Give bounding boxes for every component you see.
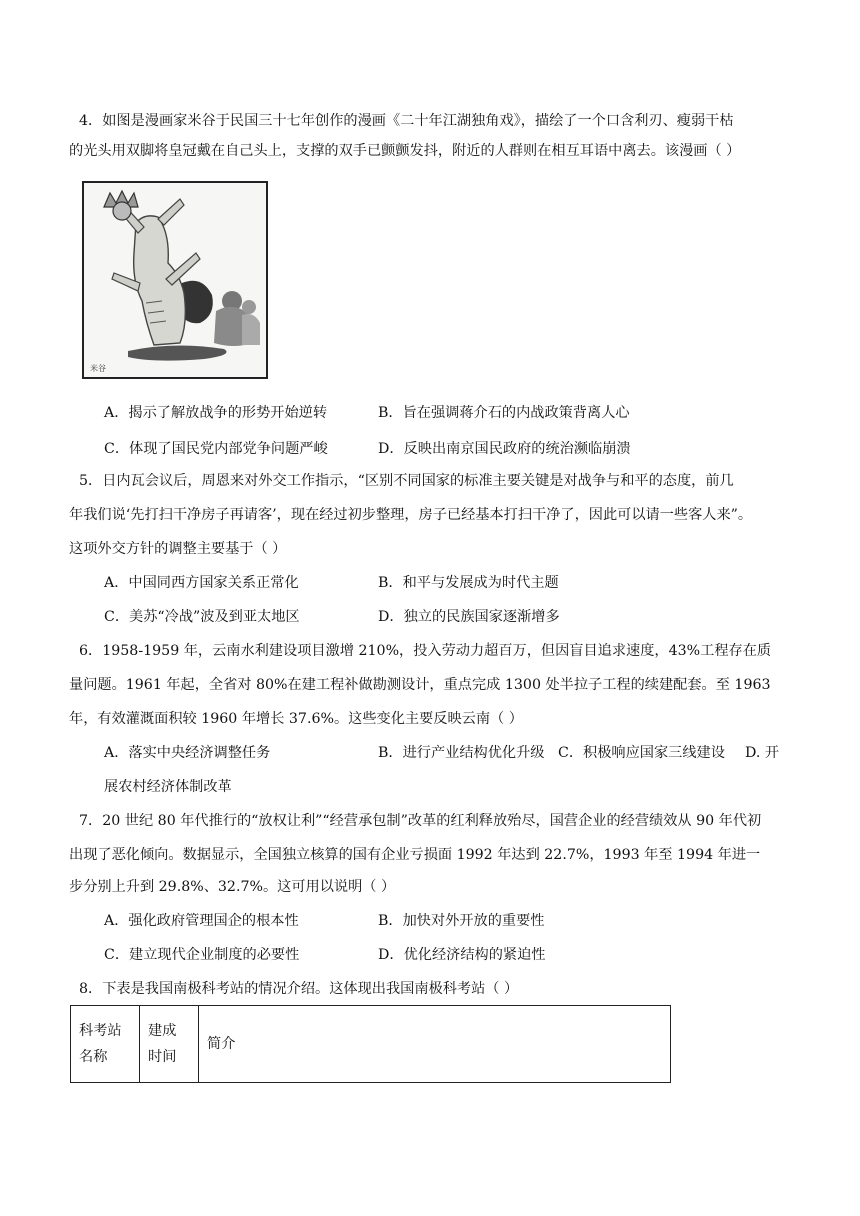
header-station-name-line1: 科考站 [79,1023,122,1039]
q7-option-b[interactable]: B．加快对外开放的重要性 [378,913,545,929]
q4-stem-line2: 的光头用双脚将皇冠戴在自己头上，支撑的双手已颤颤发抖，附近的人群则在相互耳语中离去。该漫画（ ） [69,143,741,159]
q4-option-c[interactable]: C．体现了国民党内部党争问题严峻 [104,441,328,457]
q7-stem-line3: 步分别上升到 29.8%、32.7%。这可用以说明（ ） [69,879,396,895]
q7-stem-line1: 7．20 世纪 80 年代推行的“放权让利”“经营承包制”改革的红利释放殆尽，国营企业的经营绩效从 90 年代初 [79,813,762,829]
q6-option-d-continued[interactable]: 展农村经济体制改革 [104,779,232,795]
header-station-name [71,1006,140,1083]
q4-option-d[interactable]: D．反映出南京国民政府的统治濒临崩溃 [378,441,631,457]
header-station-name-line2: 名称 [79,1049,108,1065]
cartoon-image [82,181,268,379]
q4-stem-line1: 4．如图是漫画家米谷于民国三十七年创作的漫画《二十年江湖独角戏》，描绘了一个口含利刃、瘦弱干枯 [79,113,734,129]
q6-stem-line3: 年，有效灌溉面积较 1960 年增长 37.6%。这些变化主要反映云南（ ） [69,711,523,727]
q5-stem-line3: 这项外交方针的调整主要基于（ ） [69,541,287,557]
q6-option-d[interactable]: D. 开 [745,745,780,761]
q7-stem-line2: 出现了恶化倾向。数据显示，全国独立核算的国有企业亏损面 1992 年达到 22.7%，1993 年至 1994 年进一 [69,847,761,863]
q6-stem-line2: 量问题。1961 年起，全省对 80%在建工程补做勘测设计，重点完成 1300 处半拉子工程的续建配套。至 1963 [69,677,771,693]
q7-option-c[interactable]: C．建立现代企业制度的必要性 [104,947,300,963]
header-build-time-line2: 时间 [148,1049,177,1065]
q4-option-b[interactable]: B．旨在强调蒋介石的内战政策背离人心 [378,405,630,421]
q5-option-b[interactable]: B．和平与发展成为时代主题 [378,575,559,591]
q4-option-a[interactable]: A．揭示了解放战争的形势开始逆转 [104,405,328,421]
header-build-time [140,1006,199,1083]
header-intro: 简介 [199,1006,671,1083]
q5-option-d[interactable]: D．独立的民族国家逐渐增多 [378,609,560,625]
q6-option-b[interactable]: B．进行产业结构优化升级 [378,745,545,761]
q5-option-a[interactable]: A．中国同西方国家关系正常化 [104,575,299,591]
header-build-time-line1: 建成 [148,1023,177,1039]
q6-option-c[interactable]: C．积极响应国家三线建设 [558,745,725,761]
q7-option-a[interactable]: A．强化政府管理国企的根本性 [104,913,299,929]
q8-stem: 8．下表是我国南极科考站的情况介绍。这体现出我国南极科考站（ ） [79,981,519,997]
q7-option-d[interactable]: D．优化经济结构的紧迫性 [378,947,546,963]
q5-stem-line2: 年我们说‘先打扫干净房子再请客’，现在经过初步整理，房子已经基本打扫干净了，因此可以请一些客人来”。 [69,507,753,523]
antarctic-station-table [70,1005,671,1083]
cartoon-caption: 米谷 [90,364,106,373]
q6-stem-line1: 6．1958-1959 年，云南水利建设项目激增 210%，投入劳动力超百万，但因盲目追求速度，43%工程存在质 [79,643,772,659]
table-header-row [71,1006,671,1083]
q6-option-a[interactable]: A．落实中央经济调整任务 [104,745,271,761]
cartoon-drawing [84,183,266,377]
q5-option-c[interactable]: C．美苏“冷战”波及到亚太地区 [104,609,300,625]
q5-stem-line1: 5．日内瓦会议后，周恩来对外交工作指示，“区别不同国家的标准主要关键是对战争与和平的态度，前几 [79,473,734,489]
